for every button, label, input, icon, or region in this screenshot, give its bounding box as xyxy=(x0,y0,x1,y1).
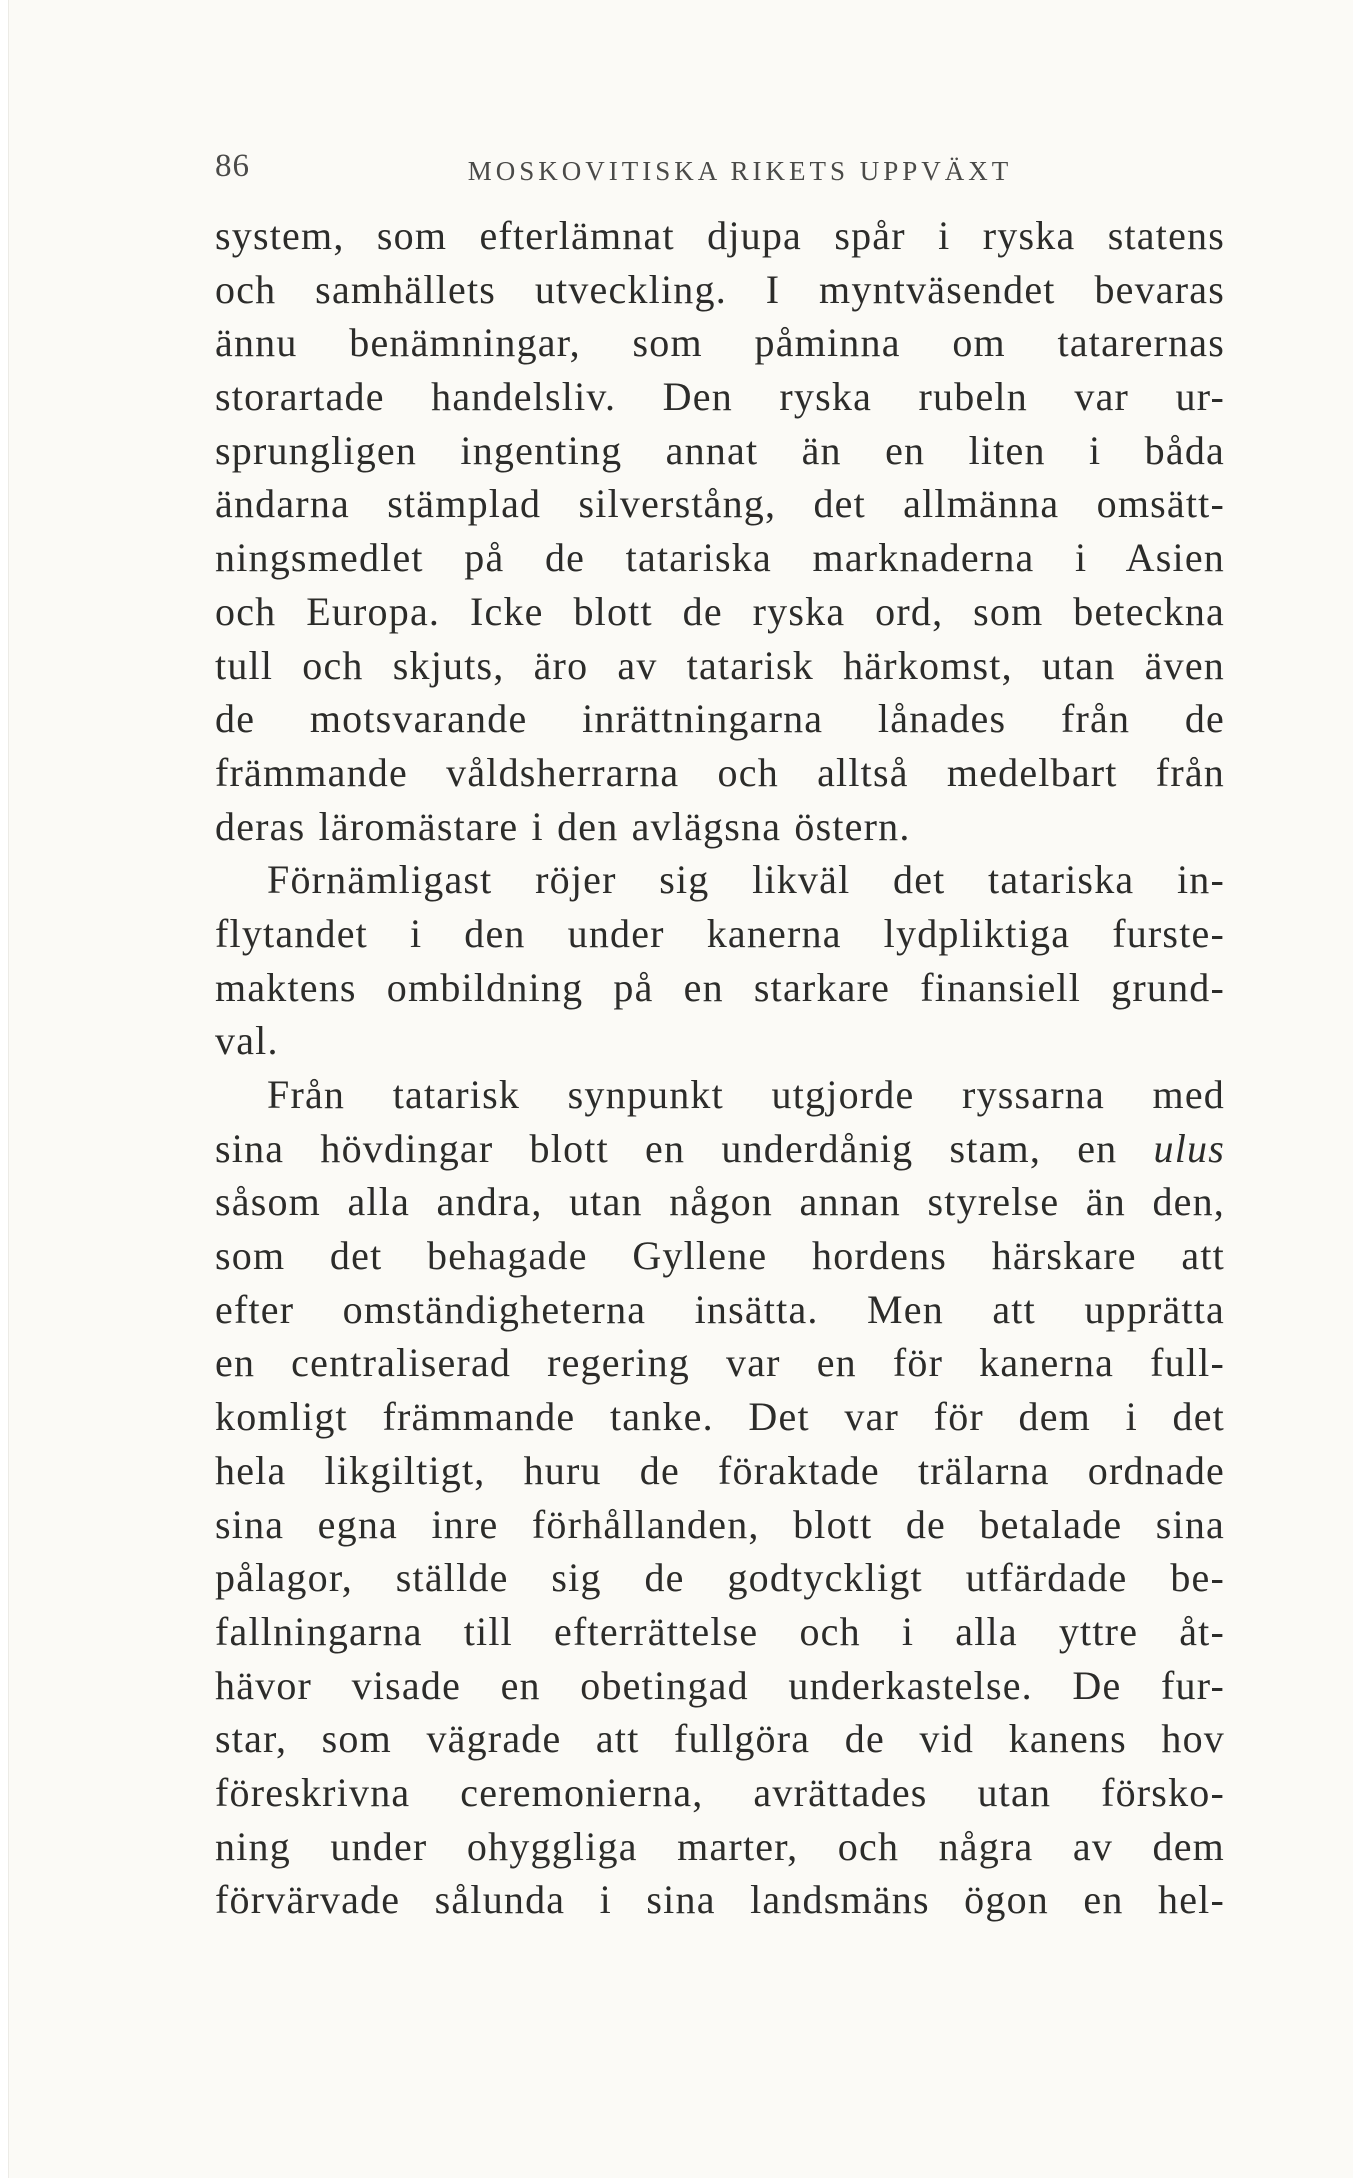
text-line xyxy=(215,907,1225,961)
book-page xyxy=(8,0,1353,2178)
text-line xyxy=(215,1712,1225,1766)
italic-word: ulus xyxy=(1153,1125,1225,1171)
running-head: MOSKOVITISKA RIKETS UPPVÄXT xyxy=(467,156,1013,186)
text-line xyxy=(215,1820,1225,1874)
line-text: föreskrivna ceremonierna, avrättades utan försko- xyxy=(215,1769,1225,1815)
text-line xyxy=(215,1498,1225,1552)
text-line xyxy=(215,1014,1225,1068)
text-line xyxy=(215,477,1225,531)
line-text: och Europa. Icke blott de ryska ord, som beteckna xyxy=(215,588,1225,634)
line-text: tull och skjuts, äro av tatarisk härkomst, utan även xyxy=(215,642,1225,688)
text-line xyxy=(215,1659,1225,1713)
text-line xyxy=(215,424,1225,478)
text-line xyxy=(215,316,1225,370)
line-text: Från tatarisk synpunkt utgjorde ryssarna med xyxy=(267,1072,1225,1117)
text-line xyxy=(215,370,1225,424)
line-text: deras läromästare i den avlägsna östern. xyxy=(215,803,911,849)
text-line xyxy=(215,263,1225,317)
line-text: de motsvarande inrättningarna lånades från de xyxy=(215,696,1225,742)
line-text: ningsmedlet på de tatariska marknaderna i Asien xyxy=(215,535,1225,581)
line-text: fallningarna till efterrättelse och i alla yttre åt- xyxy=(215,1608,1225,1654)
text-line xyxy=(215,1873,1225,1927)
line-text: efter omständigheterna insätta. Men att upprätta xyxy=(215,1286,1225,1332)
text-line xyxy=(215,1068,1225,1122)
line-text: ning under ohyggliga marter, och några av dem xyxy=(215,1823,1225,1869)
line-text: maktens ombildning på en starkare finansiell grund- xyxy=(215,964,1225,1010)
text-line xyxy=(215,1390,1225,1444)
line-text: storartade handelsliv. Den ryska rubeln var ur- xyxy=(215,374,1225,420)
line-text: star, som vägrade att fullgöra de vid kanens hov xyxy=(215,1716,1225,1762)
text-line xyxy=(215,1551,1225,1605)
line-text: system, som efterlämnat djupa spår i ryska statens xyxy=(215,213,1225,258)
body-text xyxy=(215,209,1225,1927)
line-text: komligt främmande tanke. Det var för dem i det xyxy=(215,1394,1225,1440)
line-text: ännu benämningar, som påminna om tatarernas xyxy=(215,320,1225,366)
text-line xyxy=(215,639,1225,693)
line-text: främmande våldsherrarna och alltså medelbart från xyxy=(215,749,1225,795)
line-text: en centraliserad regering var en för kanerna full- xyxy=(215,1340,1225,1386)
line-text: förvärvade sålunda i sina landsmäns ögon en hel- xyxy=(215,1877,1225,1923)
text-line xyxy=(215,209,1225,263)
line-text: som det behagade Gyllene hordens härskare att xyxy=(215,1233,1225,1279)
text-line xyxy=(215,1122,1225,1176)
line-text: sprungligen ingenting annat än en liten i båda xyxy=(215,427,1225,473)
text-line xyxy=(215,1605,1225,1659)
text-line xyxy=(215,1283,1225,1337)
line-text: pålagor, ställde sig de godtyckligt utfärdade be- xyxy=(215,1555,1225,1601)
text-line xyxy=(215,692,1225,746)
text-line xyxy=(215,531,1225,585)
text-line xyxy=(215,746,1225,800)
line-text: Förnämligast röjer sig likväl det tatariska in- xyxy=(267,857,1225,903)
text-line xyxy=(215,1336,1225,1390)
text-line xyxy=(215,1229,1225,1283)
line-text: och samhällets utveckling. I myntväsendet bevaras xyxy=(215,266,1225,312)
line-text: hävor visade en obetingad underkastelse. De fur- xyxy=(215,1662,1225,1708)
line-text: val. xyxy=(215,1018,279,1064)
text-line xyxy=(215,1766,1225,1820)
text-line xyxy=(215,1444,1225,1498)
text-line xyxy=(215,800,1225,854)
line-text: hela likgiltigt, huru de föraktade trälarna ordnade xyxy=(215,1447,1225,1493)
page-number: 86 xyxy=(215,148,250,184)
page-header xyxy=(215,148,1225,192)
line-text: såsom alla andra, utan någon annan styrelse än den, xyxy=(215,1179,1225,1225)
line-text: sina egna inre förhållanden, blott de betalade sina xyxy=(215,1501,1225,1547)
line-text: sina hövdingar blott en underdånig stam, en xyxy=(215,1125,1118,1171)
text-line xyxy=(215,961,1225,1015)
line-text: ändarna stämplad silverstång, det allmänna omsätt- xyxy=(215,481,1225,527)
line-text: flytandet i den under kanerna lydpliktiga furste- xyxy=(215,910,1225,956)
text-line xyxy=(215,1175,1225,1229)
text-line xyxy=(215,853,1225,907)
text-line xyxy=(215,585,1225,639)
